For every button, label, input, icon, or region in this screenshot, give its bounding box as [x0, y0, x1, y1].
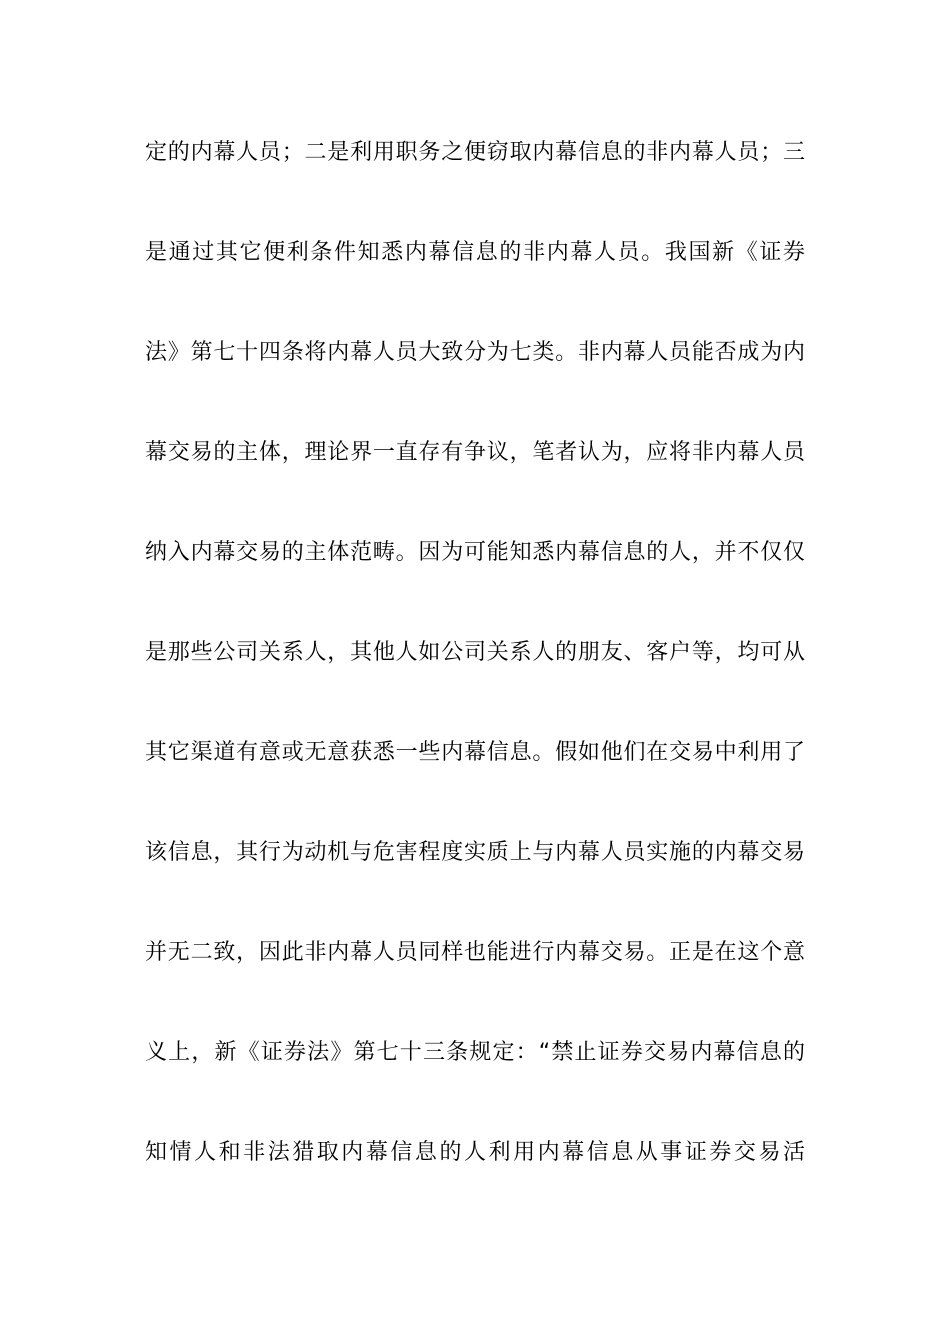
body-paragraph	[145, 130, 805, 1230]
text-line: 是通过其它便利条件知悉内幕信息的非内幕人员。我国新《证券	[145, 240, 805, 265]
text-line: 义上，新《证券法》第七十三条规定：“禁止证券交易内幕信息的	[145, 1040, 805, 1065]
text-line: 法》第七十四条将内幕人员大致分为七类。非内幕人员能否成为内	[145, 340, 805, 365]
text-line: 是那些公司关系人，其他人如公司关系人的朋友、客户等，均可从	[145, 640, 805, 665]
text-line: 定的内幕人员；二是利用职务之便窃取内幕信息的非内幕人员；三	[145, 140, 805, 165]
text-line: 并无二致，因此非内幕人员同样也能进行内幕交易。正是在这个意	[145, 940, 805, 965]
text-line: 其它渠道有意或无意获悉一些内幕信息。假如他们在交易中利用了	[145, 740, 805, 765]
text-line: 该信息，其行为动机与危害程度实质上与内幕人员实施的内幕交易	[145, 840, 805, 865]
text-line: 幕交易的主体，理论界一直存有争议，笔者认为，应将非内幕人员	[145, 440, 805, 465]
text-line: 纳入内幕交易的主体范畴。因为可能知悉内幕信息的人，并不仅仅	[145, 540, 805, 565]
text-line: 知情人和非法猎取内幕信息的人利用内幕信息从事证券交易活	[145, 1140, 805, 1165]
